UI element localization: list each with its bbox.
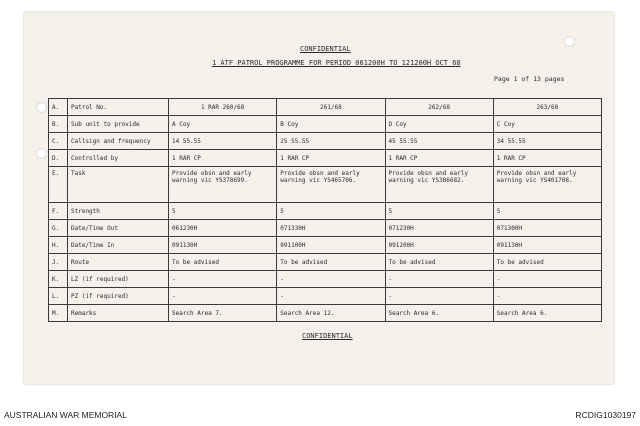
table-row	[49, 288, 602, 305]
row-label: PZ (if required)	[68, 288, 169, 305]
row-label: Strength	[68, 203, 169, 220]
table-cell: -	[385, 288, 493, 305]
table-cell: Provide obsn and early warning vic YS465706.	[277, 167, 385, 203]
row-index: H.	[49, 237, 68, 254]
punch-hole-left-bottom	[36, 148, 47, 159]
table-cell: To be advised	[493, 254, 601, 271]
table-row	[49, 116, 602, 133]
row-index: E.	[49, 167, 68, 203]
row-index: M.	[49, 305, 68, 322]
table-cell: -	[493, 271, 601, 288]
table-cell: 5	[493, 203, 601, 220]
table-cell: Provide obsn and early warning vic YS401708.	[493, 167, 601, 203]
table-cell: 1 RAR CP	[277, 150, 385, 167]
punch-hole-left-top	[36, 102, 47, 113]
row-index: F.	[49, 203, 68, 220]
table-cell: Search Area 6.	[493, 305, 601, 322]
table-cell: Search Area 6.	[385, 305, 493, 322]
table-cell: Provide obsn and early warning vic YS378699.	[169, 167, 277, 203]
page-info: Page 1 of 13 pages	[494, 75, 565, 83]
table-cell: B Coy	[277, 116, 385, 133]
table-cell: 1 RAR 260/68	[169, 99, 277, 116]
row-label: Controlled by	[68, 150, 169, 167]
row-label: Remarks	[68, 305, 169, 322]
row-index: C.	[49, 133, 68, 150]
table-cell: 091130H	[169, 237, 277, 254]
table-cell: 1 RAR CP	[385, 150, 493, 167]
table-cell: To be advised	[277, 254, 385, 271]
row-index: G.	[49, 220, 68, 237]
table-cell: 071300H	[493, 220, 601, 237]
table-cell: 14 55.55	[169, 133, 277, 150]
caption-right: RCDIG1030197	[575, 410, 636, 420]
table-row	[49, 133, 602, 150]
table-cell: C Coy	[493, 116, 601, 133]
table-cell: -	[277, 288, 385, 305]
table-row	[49, 150, 602, 167]
punch-hole-right-top	[564, 36, 575, 47]
caption-left: AUSTRALIAN WAR MEMORIAL	[4, 410, 127, 420]
header-classification: CONFIDENTIAL	[300, 45, 351, 53]
table-cell: Search Area 7.	[169, 305, 277, 322]
row-index: K.	[49, 271, 68, 288]
table-cell: 5	[169, 203, 277, 220]
table-cell: 071330H	[277, 220, 385, 237]
table-cell: -	[493, 288, 601, 305]
table-row	[49, 305, 602, 322]
table-cell: 5	[385, 203, 493, 220]
row-index: J.	[49, 254, 68, 271]
table-cell: 091200H	[385, 237, 493, 254]
table-cell: 071230H	[385, 220, 493, 237]
table-cell: 262/68	[385, 99, 493, 116]
table-cell: 061230H	[169, 220, 277, 237]
row-label: Route	[68, 254, 169, 271]
table-cell: To be advised	[169, 254, 277, 271]
patrol-table	[48, 98, 602, 322]
table-cell: 45 55.55	[385, 133, 493, 150]
row-index: A.	[49, 99, 68, 116]
table-row	[49, 203, 602, 220]
table-cell: 1 RAR CP	[493, 150, 601, 167]
table-row	[49, 237, 602, 254]
table-cell: -	[169, 288, 277, 305]
row-label: Task	[68, 167, 169, 203]
table-cell: Search Area 12.	[277, 305, 385, 322]
row-label: Patrol No.	[68, 99, 169, 116]
table-row	[49, 254, 602, 271]
table-cell: Provide obsn and early warning vic YS386682.	[385, 167, 493, 203]
row-index: D.	[49, 150, 68, 167]
table-row	[49, 220, 602, 237]
table-row	[49, 167, 602, 203]
table-cell: -	[169, 271, 277, 288]
table-cell: -	[385, 271, 493, 288]
table-cell: 263/68	[493, 99, 601, 116]
table-cell: 34 55.55	[493, 133, 601, 150]
table-row	[49, 99, 602, 116]
table-row	[49, 271, 602, 288]
row-index: B.	[49, 116, 68, 133]
row-index: L.	[49, 288, 68, 305]
table-cell: 261/68	[277, 99, 385, 116]
table-cell: To be advised	[385, 254, 493, 271]
table-cell: -	[277, 271, 385, 288]
row-label: Callsign and frequency	[68, 133, 169, 150]
document-title: 1 ATF PATROL PROGRAMME FOR PERIOD 061200H TO 121200H OCT 68	[212, 59, 461, 67]
table-cell: 1 RAR CP	[169, 150, 277, 167]
document-sheet	[24, 12, 614, 384]
row-label: Sub unit to provide	[68, 116, 169, 133]
table-cell: D Coy	[385, 116, 493, 133]
table-cell: 091130H	[493, 237, 601, 254]
row-label: Date/Time In	[68, 237, 169, 254]
table-cell: 25 55.55	[277, 133, 385, 150]
table-cell: 5	[277, 203, 385, 220]
row-label: LZ (if required)	[68, 271, 169, 288]
row-label: Date/Time Out	[68, 220, 169, 237]
footer-classification: CONFIDENTIAL	[302, 332, 353, 340]
table-cell: 091100H	[277, 237, 385, 254]
table-cell: A Coy	[169, 116, 277, 133]
